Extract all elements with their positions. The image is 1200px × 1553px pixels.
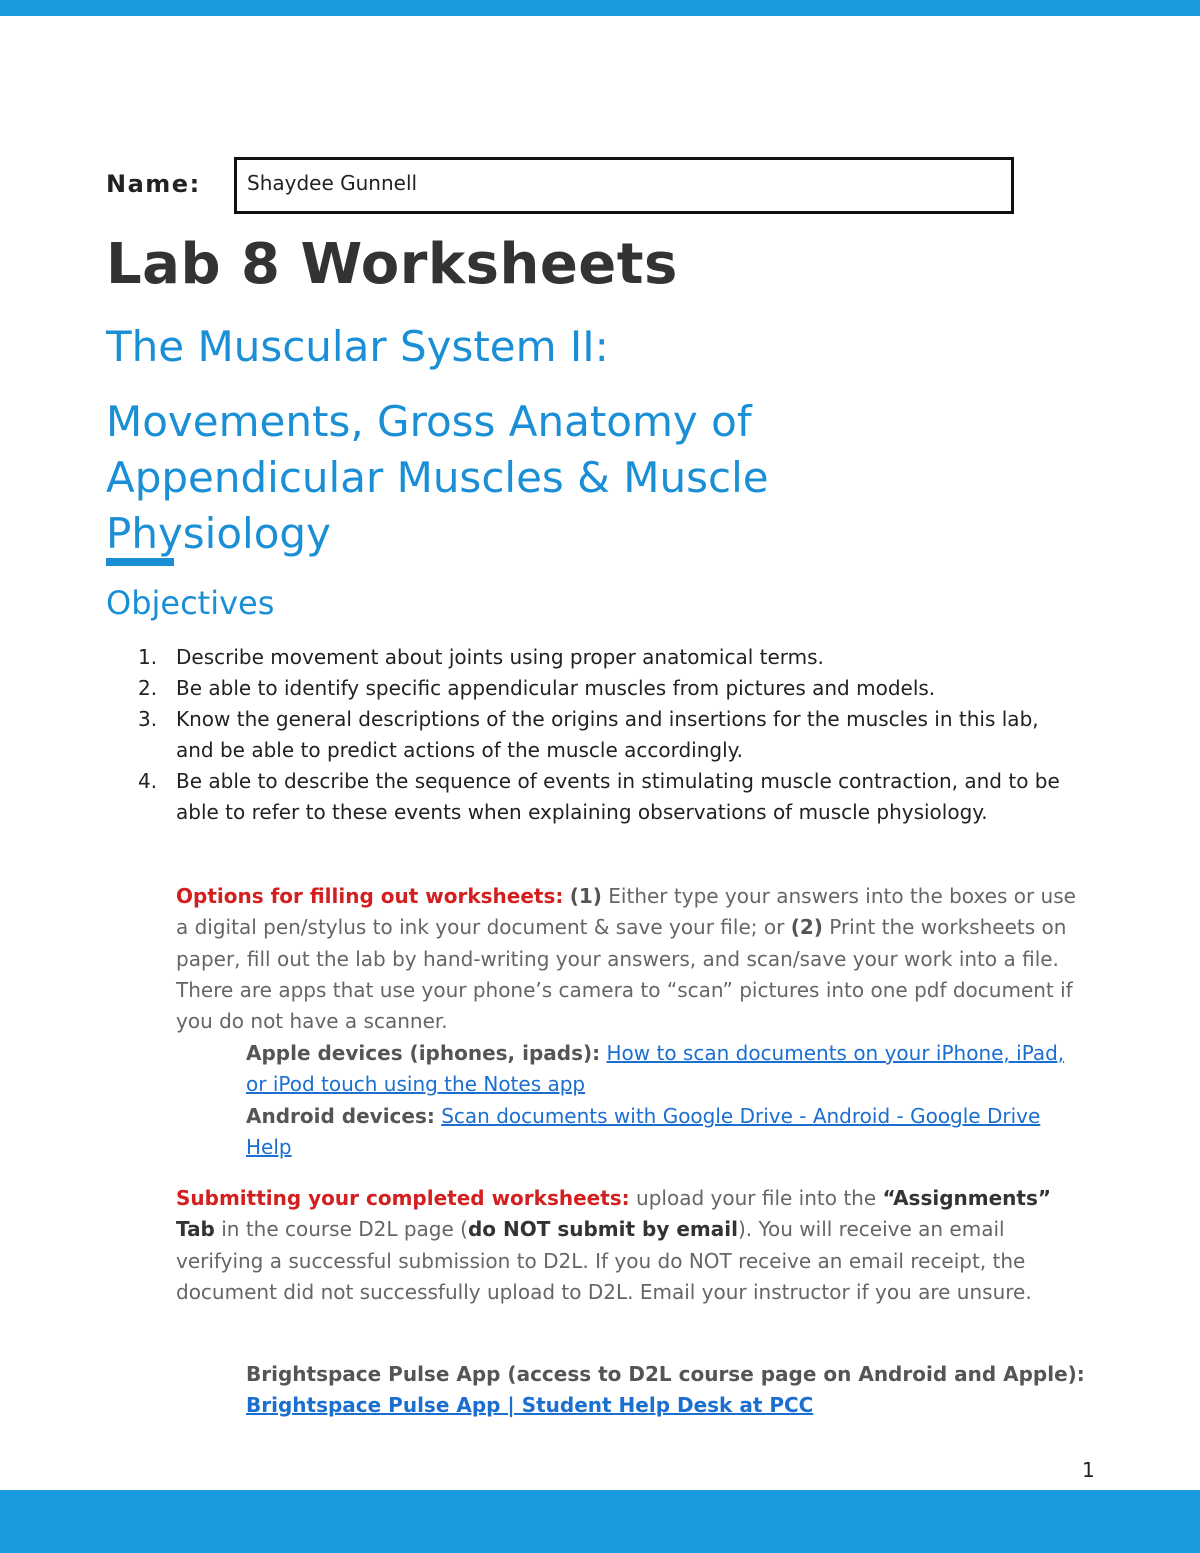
objective-text: Know the general descriptions of the origins and insertions for the muscles in this lab, and be able to predict actions of the muscle accordingly. [176, 707, 1039, 762]
submitting-paragraph [176, 1183, 1086, 1308]
objective-number: 4. [138, 769, 158, 793]
name-label: Name: [106, 170, 201, 198]
objective-item [138, 704, 1078, 766]
objective-number: 1. [138, 645, 158, 669]
options-heading: Options for filling out worksheets: [176, 884, 564, 908]
brightspace-block [246, 1359, 1086, 1422]
android-devices-block [246, 1101, 1086, 1164]
option-2-text: Print the worksheets on paper, fill out the lab by hand-writing your answers, and scan/save your work into a file. There are apps that use your phone’s camera to “scan” pictures into one pdf document if you do not have a scanner. [176, 915, 1073, 1034]
brightspace-link[interactable]: Brightspace Pulse App | Student Help Desk at PCC [246, 1393, 814, 1418]
objective-number: 3. [138, 707, 158, 731]
submitting-text-3: ). You will receive an email verifying a successful submission to D2L. If you do NOT receive an email receipt, the document did not successfully upload to D2L. Email your instructor if you are unsure. [176, 1217, 1032, 1304]
objective-item [138, 642, 1078, 673]
objective-number: 2. [138, 676, 158, 700]
submitting-text-2: in the course D2L page ( [214, 1217, 468, 1242]
subtitle-underline-accent [106, 558, 174, 566]
option-1-marker: (1) [569, 884, 602, 908]
top-banner [0, 0, 1200, 16]
android-scan-link[interactable]: Scan documents with Google Drive - Android - Google Drive Help [246, 1104, 1041, 1160]
objective-text: Be able to identify specific appendicular muscles from pictures and models. [176, 676, 936, 700]
subtitle-primary: The Muscular System II: [106, 322, 609, 371]
objectives-list [138, 642, 1078, 828]
android-devices-label: Android devices: [246, 1104, 435, 1128]
option-1-text: Either type your answers into the boxes or use a digital pen/stylus to ink your document & save your file; or [176, 884, 1076, 940]
assignments-tab-label: “Assignments” Tab [176, 1186, 1052, 1242]
submitting-text-1: upload your file into the [629, 1186, 883, 1210]
objective-text: Describe movement about joints using proper anatomical terms. [176, 645, 824, 669]
objective-text: Be able to describe the sequence of events in stimulating muscle contraction, and to be able to refer to these events when explaining observations of muscle physiology. [176, 769, 1060, 824]
submitting-heading: Submitting your completed worksheets: [176, 1186, 630, 1210]
subtitle-secondary: Movements, Gross Anatomy of Appendicular Muscles & Muscle Physiology [106, 397, 769, 558]
options-paragraph [176, 881, 1086, 1037]
name-field[interactable] [234, 157, 1014, 214]
apple-devices-block [246, 1038, 1086, 1101]
brightspace-label: Brightspace Pulse App (access to D2L course page on Android and Apple): [246, 1362, 1085, 1386]
name-value: Shaydee Gunnell [247, 171, 418, 195]
apple-devices-label: Apple devices (iphones, ipads): [246, 1041, 601, 1065]
option-2-marker: (2) [790, 915, 823, 940]
page-title: Lab 8 Worksheets [106, 232, 678, 297]
bottom-banner [0, 1490, 1200, 1553]
objectives-heading: Objectives [106, 584, 275, 622]
no-email-warning: do NOT submit by email [467, 1217, 738, 1242]
apple-scan-link[interactable]: How to scan documents on your iPhone, iPad, or iPod touch using the Notes app [246, 1041, 1065, 1097]
objective-item [138, 673, 1078, 704]
page-number: 1 [1082, 1458, 1095, 1482]
objective-item [138, 766, 1078, 828]
